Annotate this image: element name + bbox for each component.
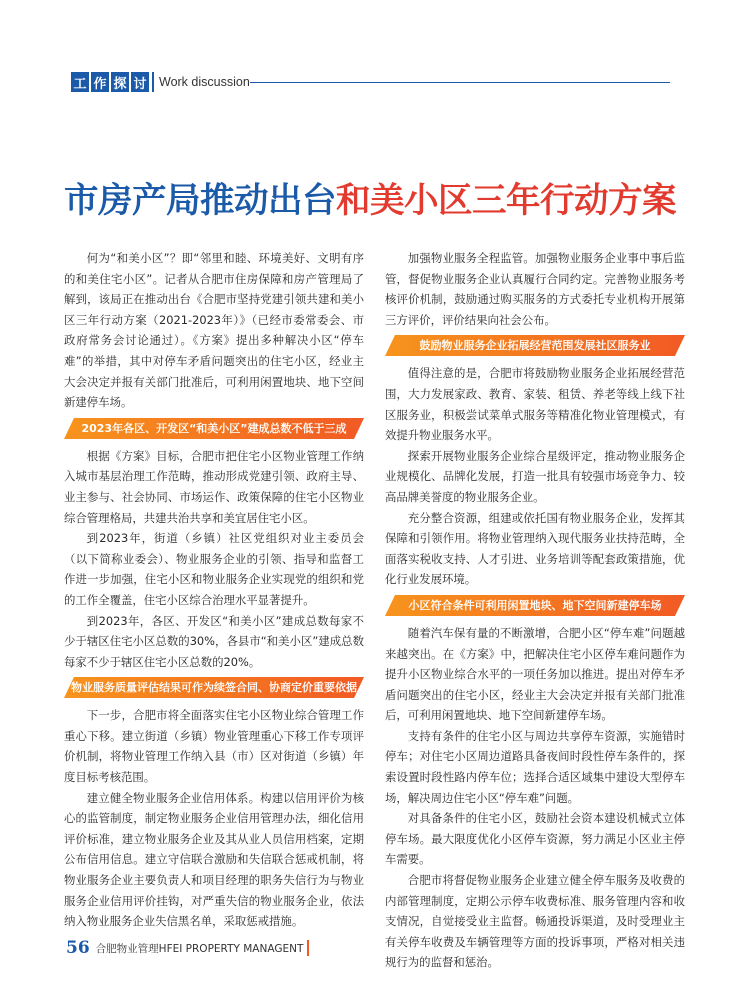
body-paragraph: 支持有条件的住宅小区与周边共享停车资源，实施错时停车；对住宅小区周边道路具备夜间时段性停车条件的，探索设置时段性路内停车位；选择合适区域集中建设大型停车场，解决周边住宅小区“停车难”问题。	[385, 728, 685, 805]
section-tag-char: 作	[91, 72, 109, 92]
article-title-part1: 市房产局推动出台	[64, 181, 336, 221]
section-tag-char: 工	[71, 72, 89, 92]
article-title-part2: 和美小区三年行动方案	[336, 181, 676, 221]
body-paragraph: 对具备条件的住宅小区，鼓励社会资本建设机械式立体停车场。最大限度优化小区停车资源，努力满足小区业主停车需要。	[385, 811, 685, 867]
body-paragraph: 值得注意的是，合肥市将鼓励物业服务企业拓展经营范围，大力发展家政、教育、家装、租赁、养老等线上线下社区服务业，积极尝试菜单式服务等精准化物业管理模式，有效提升物业服务水平。	[385, 366, 685, 443]
header-rule	[250, 82, 670, 83]
section-heading-text: 鼓励物业服务企业拓展经营范围发展社区服务业	[419, 339, 651, 353]
section-tag-box	[71, 72, 151, 92]
section-heading-text: 2023年各区、开发区“和美小区”建成总数不低于三成	[81, 421, 347, 435]
section-tag-char: 讨	[131, 72, 149, 92]
body-paragraph: 建立健全物业服务企业信用体系。构建以信用评价为核心的监管制度，制定物业服务企业信用管理办法，细化信用评价标准，建立物业服务企业及其从业人员信用档案，定期公布信用信息。建立守信联合激励和失信联合惩戒机制，将物业服务企业主要负责人和项目经理的职务失信行为与物业服务企业信用评价挂钩，对严重失信的物业服务企业，依法纳入物业服务企业失信黑名单，采取惩戒措施。	[64, 790, 364, 929]
body-paragraph: 随着汽车保有量的不断激增，合肥小区“停车难”问题越来越突出。在《方案》中，把解决住宅小区停车难问题作为提升小区物业综合水平的一项任务加以推进。提出对停车矛盾问题突出的住宅小区，经业主大会决定并报有关部门批准后，可利用闲置地块、地下空间新建停车场。	[385, 625, 685, 723]
body-paragraph: 根据《方案》目标，合肥市把住宅小区物业管理工作纳入城市基层治理工作范畴，推动形成党建引领、政府主导、业主参与、社会协同、市场运作、政策保障的住宅小区物业综合管理格局，共建共治共享和美宜居住宅小区。	[64, 448, 364, 525]
section-heading	[385, 595, 685, 616]
right-column	[385, 248, 685, 973]
body-paragraph: 到2023年，街道（乡镇）社区党组织对业主委员会（以下简称业委会）、物业服务企业的引领、指导和监督工作进一步加强，住宅小区和物业服务企业实现党的组织和党的工作全覆盖，住宅小区综合治理水平显著提升。	[64, 531, 364, 607]
body-paragraph: 合肥市将督促物业服务企业建立健全停车服务及收费的内部管理制度，定期公示停车收费标准、服务管理内容和收支情况，自觉接受业主监督。畅通投诉渠道，及时受理业主有关停车收费及车辆管理等方面的投诉事项，严格对相关违规行为的监督和惩治。	[385, 873, 685, 970]
intro-paragraph: 加强物业服务全程监管。加强物业服务企业事中事后监管，督促物业服务企业认真履行合同约定。完善物业服务考核评价机制，鼓励通过购买服务的方式委托专业机构开展第三方评价，评价结果向社会公布。	[385, 251, 685, 327]
page-footer	[66, 937, 309, 959]
article-title	[64, 176, 704, 226]
section-heading-text: 小区符合条件可利用闲置地块、地下空间新建停车场	[408, 598, 662, 612]
section-tag-english: Work discussion	[159, 75, 250, 89]
footer-accent-bar	[307, 940, 309, 956]
intro-paragraph: 何为“和美小区”？即“邻里和睦、环境美好、文明有序的和美住宅小区”。记者从合肥市住房保障和房产管理局了解到，该局正在推动出台《合肥市坚持党建引领共建和美小区三年行动方案（2021-2023年）》（已经市委常委会、市政府常务会讨论通过）。《方案》提出多种解决小区“停车难”的举措，其中对停车矛盾问题突出的住宅小区，经业主大会决定并报有关部门批准后，可利用闲置地块、地下空间新建停车场。	[64, 251, 364, 410]
body-paragraph: 到2023年，各区、开发区“和美小区”建成总数每家不少于辖区住宅小区总数的30%，各县市“和美小区”建成总数每家不少于辖区住宅小区总数的20%。	[64, 613, 364, 669]
page-number: 56	[66, 938, 90, 958]
left-column	[64, 248, 364, 932]
section-tag-divider	[152, 72, 154, 92]
section-heading	[64, 677, 364, 698]
section-heading	[64, 418, 364, 439]
section-tag-char: 探	[111, 72, 129, 92]
publication-name: 合肥物业管理HFEI PROPERTY MANAGENT	[95, 942, 304, 955]
body-paragraph: 探索开展物业服务企业综合星级评定，推动物业服务企业规模化、品牌化发展，打造一批具有较强市场竞争力、较高品牌美誉度的物业服务企业。	[385, 448, 685, 504]
body-paragraph: 充分整合资源，组建或依托国有物业服务企业，发挥其保障和引领作用。将物业管理纳入现代服务业扶持范畴，全面落实税收支持、人才引进、业务培训等配套政策措施，优化行业发展环境。	[385, 510, 685, 587]
section-heading-text: 物业服务质量评估结果可作为续签合同、协商定价重要依据	[71, 681, 357, 695]
body-paragraph: 下一步，合肥市将全面落实住宅小区物业综合管理工作重心下移。建立街道（乡镇）物业管理重心下移工作专项评价机制，将物业管理工作纳入县（市）区对街道（乡镇）年度目标考核范围。	[64, 708, 364, 785]
section-heading	[385, 335, 685, 356]
section-tag	[71, 72, 250, 92]
